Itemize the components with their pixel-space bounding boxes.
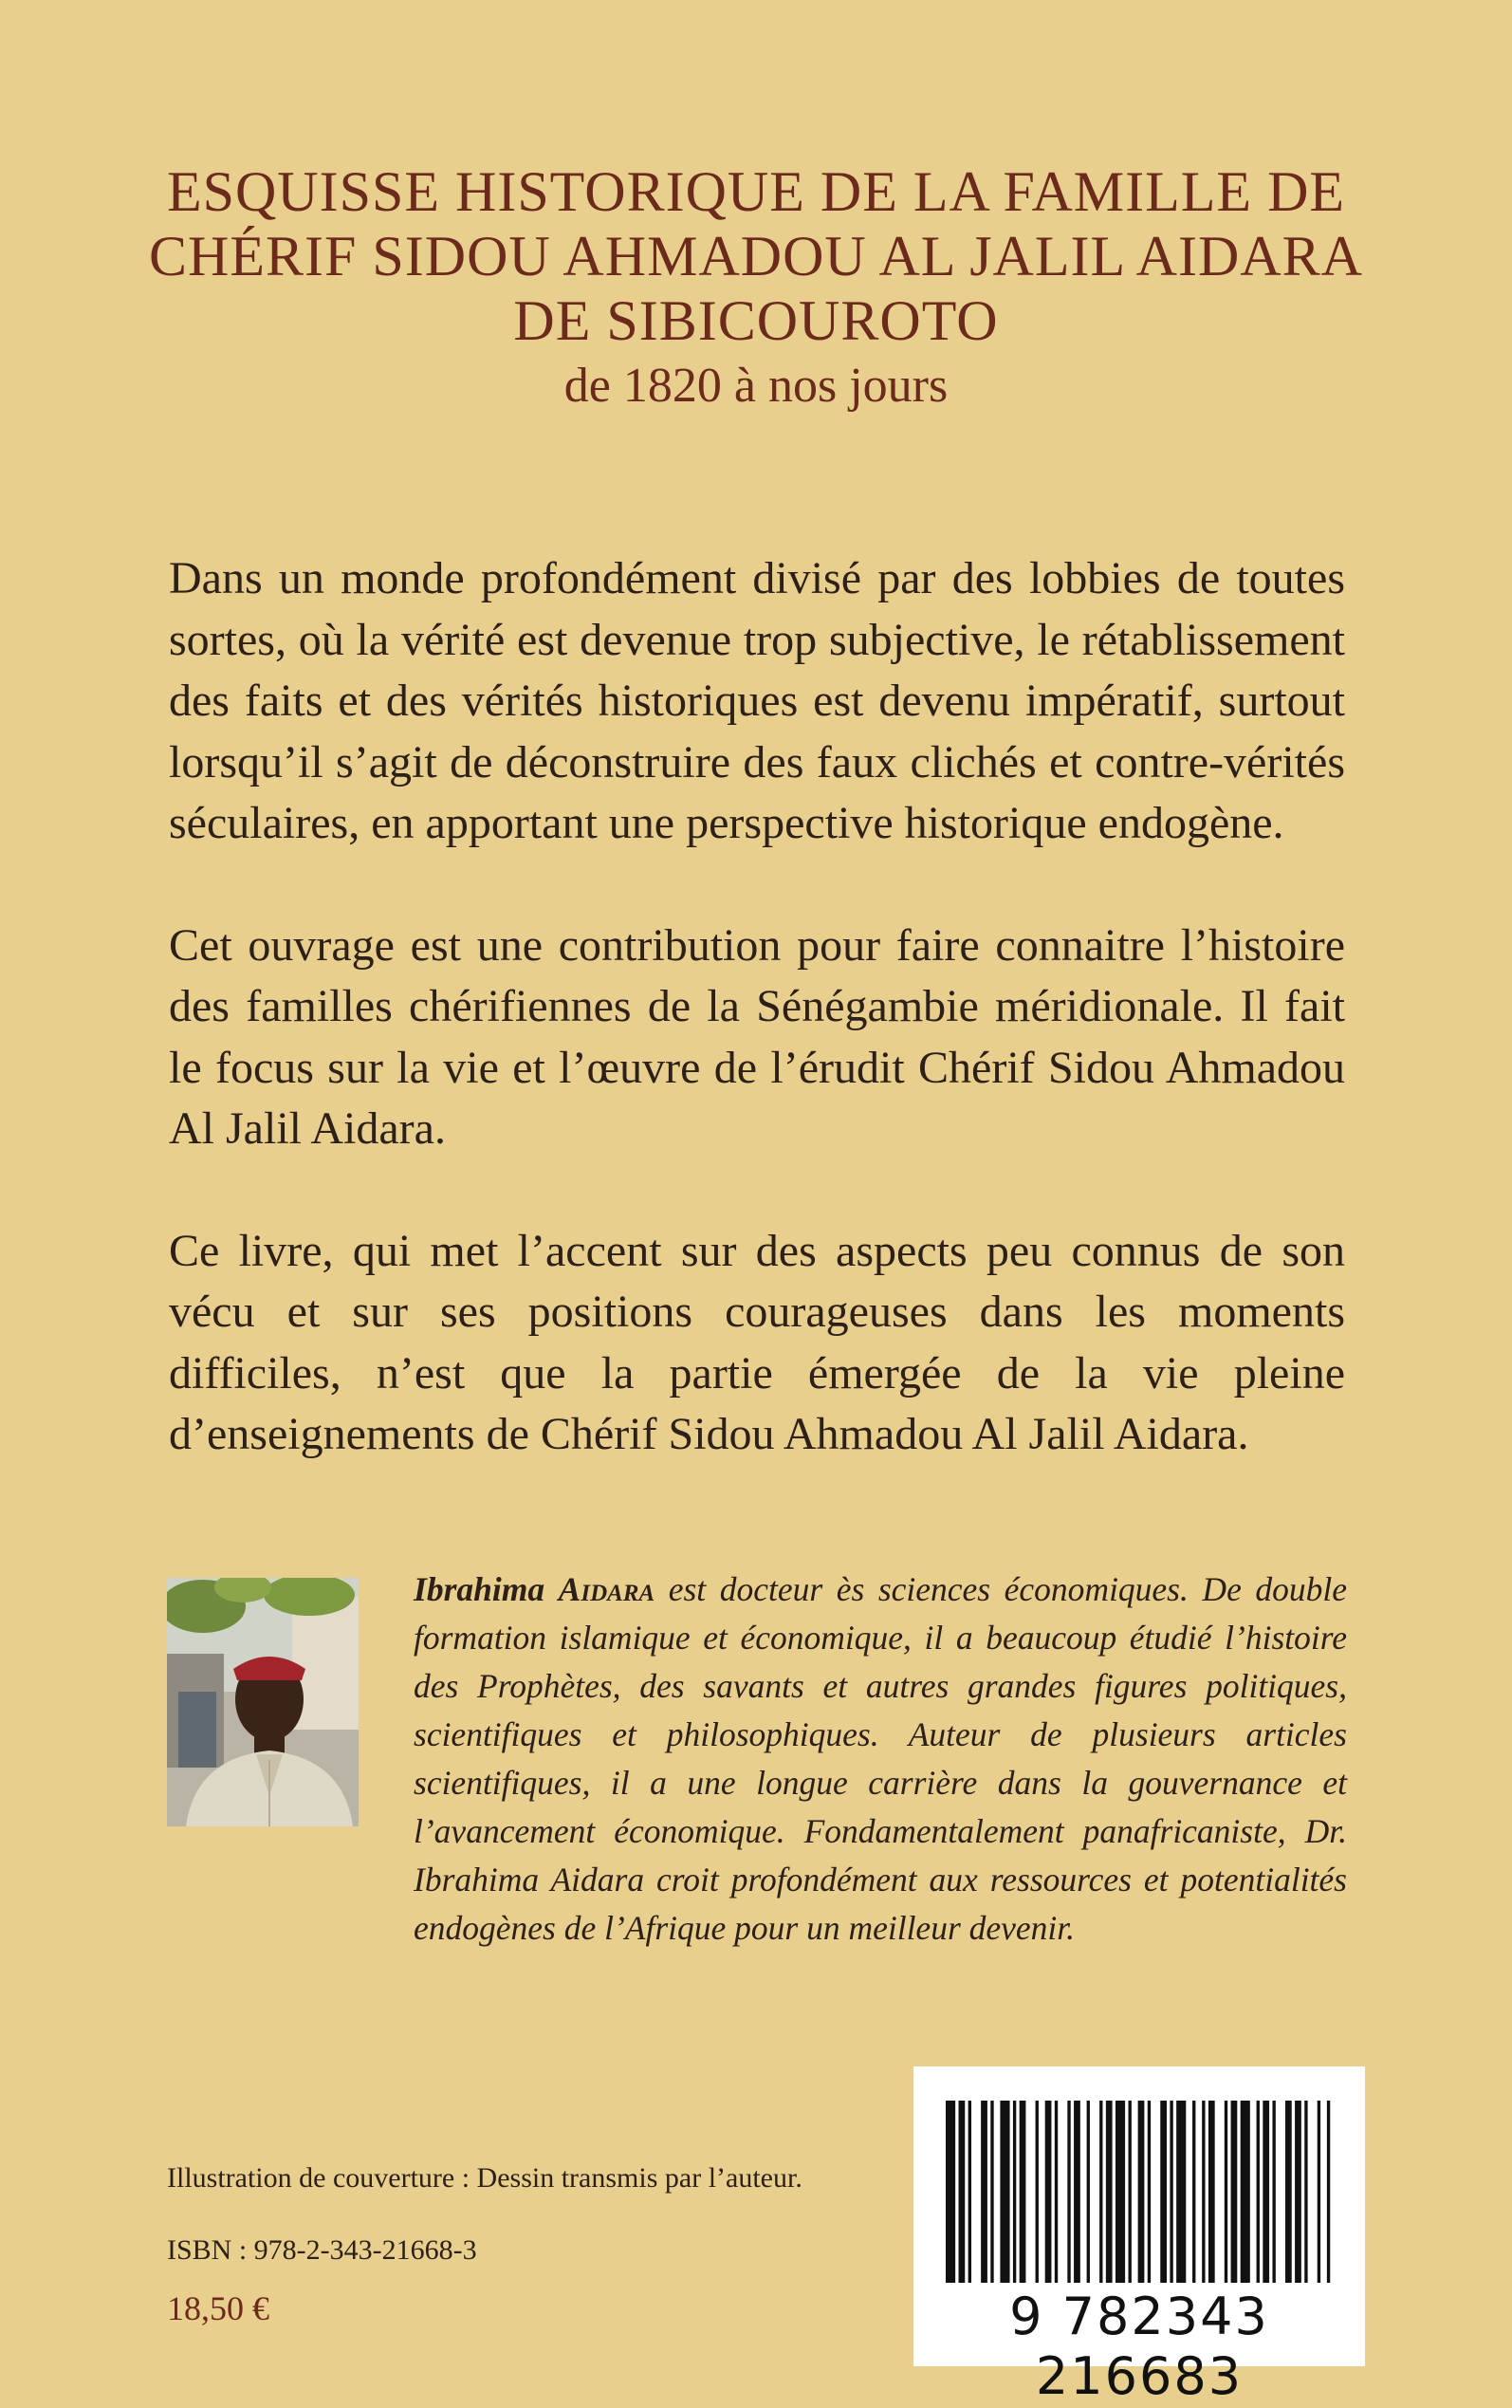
book-title-line-2: CHÉRIF SIDOU AHMADOU AL JALIL AIDARA [149, 225, 1363, 287]
barcode-bar [1241, 2101, 1250, 2283]
barcode-bar [1055, 2101, 1058, 2283]
cover-illustration-credit: Illustration de couverture : Dessin transmis par l’auteur. [167, 2162, 802, 2194]
synopsis-paragraph-1: Dans un monde profondément divisé par des lobbies de toutes sortes, où la vérité est devenue trop subjective, le rétablissement des faits et des vérités historiques est devenu impératif, surtout lorsqu’il s’agit de déconstruire des faux clichés et contre-vérités séculaires, en apportant une perspective historique endogène. [169, 553, 1345, 848]
barcode-bar [1148, 2101, 1151, 2283]
author-bio-text: est docteur ès sciences économiques. De double formation islamique et économique, il a beaucoup étudié l’histoire des Prophètes, des savants et autres grandes figures politiques, scientifiques et philosophiques. Auteur de plusieurs articles scientifiques, il a une longue carrière dans la gouvernance et l’avancement économique. Fondamentalement panafricaniste, Dr. Ibrahima Aidara croit profondément aux ressources et potentialités endogènes de l’Afrique pour un meilleur devenir. [414, 1570, 1347, 1947]
barcode-bar [1067, 2101, 1070, 2283]
isbn-label: ISBN : 978-2-343-21668-3 [167, 2234, 477, 2266]
barcode-bar [1272, 2101, 1275, 2283]
book-title-line-1: ESQUISSE HISTORIQUE DE LA FAMILLE DE [166, 160, 1346, 223]
barcode-bar [981, 2101, 987, 2283]
barcode-bar [1000, 2101, 1009, 2283]
book-title-block [0, 159, 1512, 417]
barcode-bar [1318, 2101, 1320, 2283]
barcode-bar [968, 2101, 971, 2283]
author-bio [414, 1565, 1347, 1953]
barcode-bar [959, 2101, 966, 2283]
synopsis [169, 548, 1345, 1527]
barcode-digits: 9 782343 216683 [1009, 2287, 1269, 2406]
barcode-bar [1304, 2101, 1307, 2283]
barcode-bar [1013, 2101, 1016, 2283]
barcode-bar [1087, 2101, 1090, 2283]
barcode-bar [1170, 2101, 1172, 2283]
barcode-bar [946, 2101, 955, 2283]
barcode-bar [1020, 2101, 1026, 2283]
book-title-line-3: DE SIBICOUROTO [513, 289, 999, 352]
barcode-bar [1099, 2101, 1102, 2283]
synopsis-paragraph-2: Cet ouvrage est une contribution pour faire connaitre l’histoire des familles chérifiennes de la Sénégambie méridionale. Il fait le focus sur la vie et l’œuvre de l’érudit Chérif Sidou Ahmadou Al Jalil Aidara. [169, 919, 1345, 1154]
barcode-bar [1116, 2101, 1125, 2283]
barcode-bar [1285, 2101, 1292, 2283]
barcode-bar [1257, 2101, 1260, 2283]
author-photo [167, 1578, 359, 1826]
barcode-panel [913, 2066, 1365, 2406]
barcode-bar [1295, 2101, 1301, 2283]
author-first-name: Ibrahima [414, 1570, 545, 1608]
barcode-bar [1176, 2101, 1186, 2283]
barcode-bar [1231, 2101, 1238, 2283]
barcode-bar [1138, 2101, 1145, 2283]
author-last-name: Aidara [558, 1570, 655, 1608]
barcode-bar [1036, 2101, 1039, 2283]
barcode-bars [946, 2101, 1337, 2283]
barcode-bar [1327, 2101, 1330, 2283]
barcode-bar [1202, 2101, 1205, 2283]
barcode-bar [1263, 2101, 1269, 2283]
barcode-bar [1192, 2101, 1195, 2283]
barcode-bar [1045, 2101, 1052, 2283]
barcode-bar [1208, 2101, 1215, 2283]
barcode-bar [1160, 2101, 1167, 2283]
barcode-bar [1074, 2101, 1080, 2283]
author-portrait-image [167, 1578, 359, 1826]
barcode-bar [1225, 2101, 1227, 2283]
synopsis-paragraph-3: Ce livre, qui met l’accent sur des aspects peu connus de son vécu et sur ses positions courageuses dans les moments difficiles, n’est que la partie émergée de la vie pleine d’enseignements de Chérif Sidou Ahmadou Al Jalil Aidara. [169, 1225, 1345, 1459]
barcode-bar [990, 2101, 993, 2283]
book-subtitle: de 1820 à nos jours [563, 359, 949, 413]
barcode-bar [1128, 2101, 1131, 2283]
barcode-bar [1106, 2101, 1113, 2283]
price-label: 18,50 € [167, 2289, 269, 2327]
